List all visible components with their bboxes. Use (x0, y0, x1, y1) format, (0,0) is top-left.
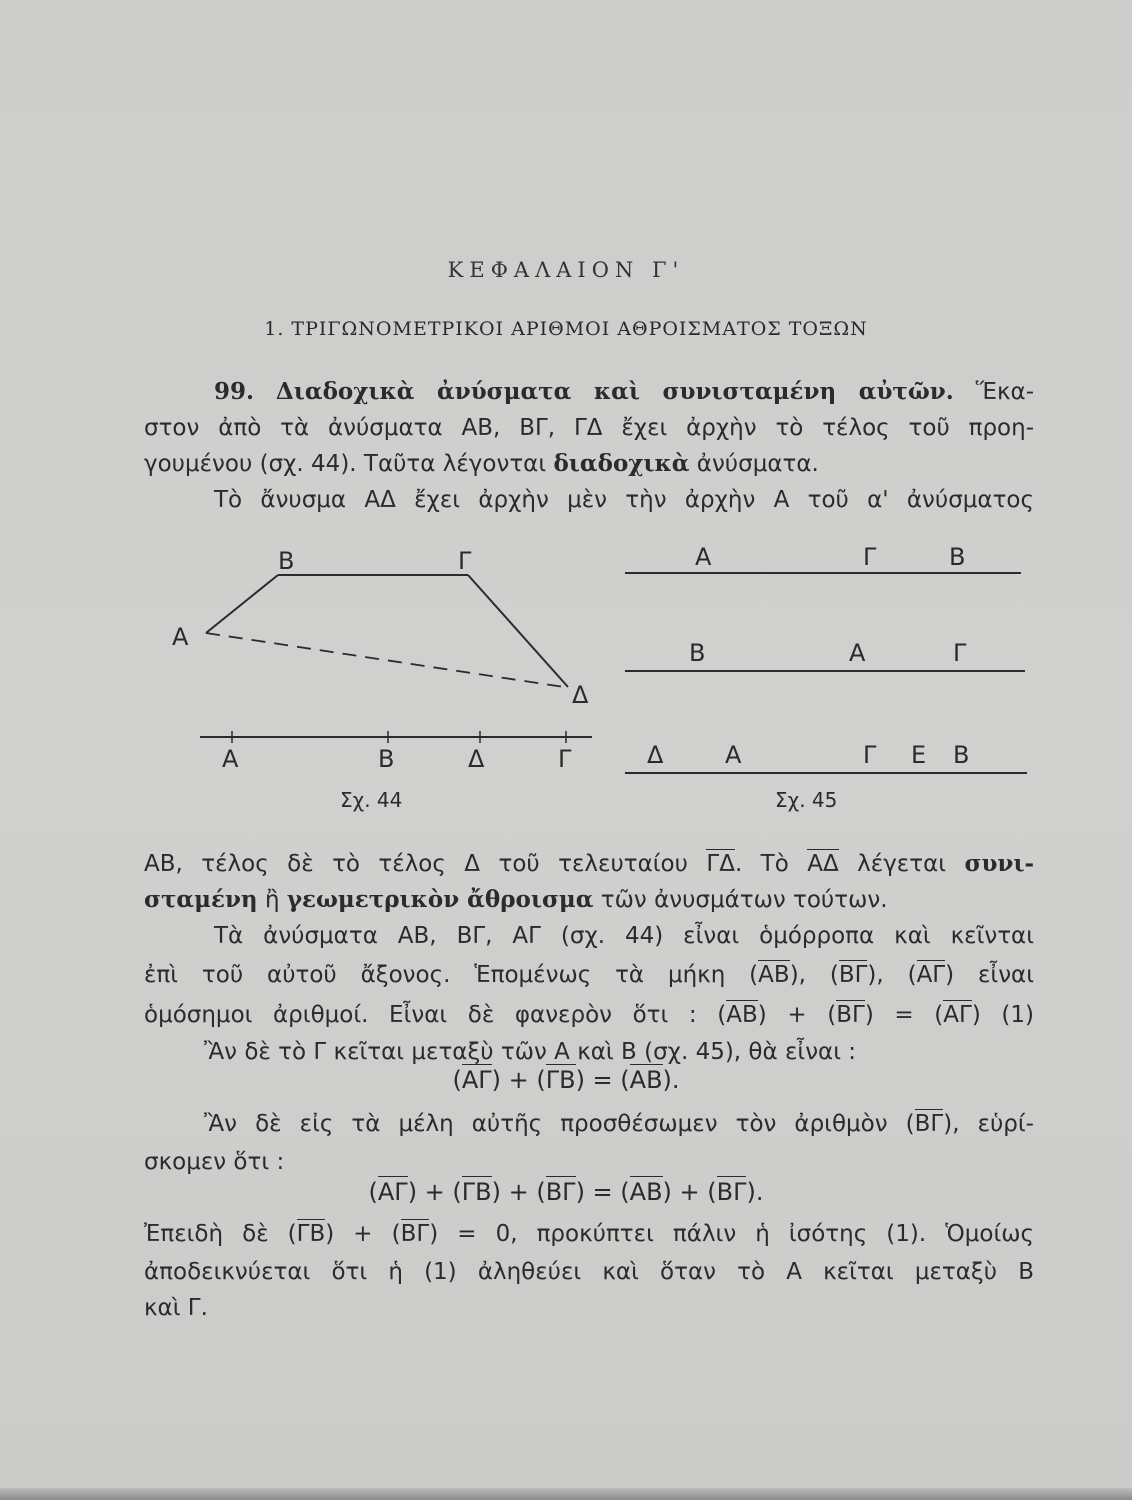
fig45-row1-label-a: Α (695, 543, 712, 571)
body-line-4-b: εἶναι (977, 962, 1034, 988)
vector-ad-dashed (206, 633, 564, 687)
body-line-2-b: τῶν ἀνυσμάτων τούτων. (600, 887, 888, 913)
body-paragraph (144, 846, 1034, 1070)
fig45-row3-label-g: Γ (863, 741, 877, 769)
eq2-ag: ΑΓ (461, 1066, 492, 1094)
body-line-7-a: Ἂν δὲ εἰς τὰ μέλη αὐτῆς προσθέσωμεν τὸν ἀριθμὸν (204, 1111, 888, 1137)
p99-line-2: στον ἀπὸ τὰ ἀνύσματα ΑΒ, ΒΓ, ΓΔ ἔχει ἀρχὴν τὸ τέλος τοῦ προη- (144, 415, 1034, 441)
body-line-1-b: . Τὸ (734, 851, 789, 877)
page-bottom-edge (0, 1488, 1132, 1500)
fig44-axis-label-g: Γ (558, 745, 572, 773)
fig45-row3-label-e: Ε (911, 741, 927, 769)
eq3-bg: ΒΓ (545, 1178, 576, 1206)
len-ag: ΑΓ (916, 962, 946, 988)
body-line-2-a: ἢ (264, 887, 280, 913)
body-line-8: σκομεν ὅτι : (144, 1149, 285, 1175)
equation-2: (ΑΓ) + (ΓΒ) = (ΑΒ). (452, 1066, 680, 1094)
body-line-9-a: Ἐπειδὴ δὲ (144, 1221, 269, 1247)
figure-44 (160, 535, 600, 820)
body-line-5 (144, 996, 1034, 1034)
len-bg-2: ΒΓ (914, 1111, 944, 1137)
len-ab: ΑΒ (758, 962, 790, 988)
body-line-4: ἐπὶ τοῦ αὐτοῦ ἄξονος. Ἑπομένως τὰ μήκη (ΑΒ), (ΒΓ), (ΑΓ) εἶναι (144, 962, 1034, 988)
body-line-5-a: ὁμόσημοι ἀριθμοί. Εἶναι δὲ φανερὸν ὅτι : (144, 1002, 697, 1028)
eq3-bg-2: ΒΓ (716, 1178, 747, 1206)
fig44-axis-label-a: Α (222, 745, 239, 773)
term-diadochika: διαδοχικὰ (553, 450, 690, 477)
fig44-label-a: Α (172, 623, 189, 651)
equation-3: (ΑΓ) + (ΓΒ) + (ΒΓ) = (ΑΒ) + (ΒΓ). (368, 1178, 764, 1206)
fig45-row3-label-b: Β (953, 741, 970, 769)
fig45-row3-label-a: Α (725, 741, 742, 769)
fig45-row3-label-d: Δ (647, 741, 664, 769)
fig44-label-d: Δ (572, 681, 589, 709)
body-line-9: Ἐπειδὴ δὲ (ΓΒ) + (ΒΓ) = 0, προκύπτει πάλιν ἡ ἰσότης (1). Ὁμοίως (144, 1221, 1034, 1247)
eq1-ab: ΑΒ (726, 1002, 758, 1028)
fig44-label-b: Β (278, 547, 295, 575)
paragraph-heading: Διαδοχικὰ ἀνύσματα καὶ συνισταμένη αὐτῶν. (275, 378, 954, 405)
p99-line-3-b: ἀνύσματα. (696, 451, 819, 477)
fig44-axis-label-b: Β (378, 745, 395, 773)
eq3-ag: ΑΓ (377, 1178, 408, 1206)
body-line-1-c: λέγεται (857, 851, 947, 877)
fig45-row1-label-g: Γ (863, 543, 877, 571)
body-line-3: Τὰ ἀνύσματα ΑΒ, ΒΓ, ΑΓ (σχ. 44) εἶναι ὁμόρροπα καὶ κεῖνται (214, 923, 1034, 949)
body-paragraph-3 (144, 1214, 1034, 1326)
eq3-gb: ΓΒ (461, 1178, 492, 1206)
paragraph-99 (144, 374, 1034, 518)
eq3-ab: ΑΒ (629, 1178, 663, 1206)
vector-ad-symbol: ΑΔ (807, 851, 839, 877)
body-line-1-a: ΑΒ, τέλος δὲ τὸ τέλος Δ τοῦ τελευταίου (144, 851, 688, 877)
p99-line-1-tail: Ἕκα- (975, 379, 1035, 405)
vector-gd-symbol: ΓΔ (706, 851, 735, 877)
term-synistamene-2: σταμένη (144, 886, 258, 913)
fig45-row2-label-a: Α (849, 639, 866, 667)
fig45-row2-label-g: Γ (953, 639, 967, 667)
chapter-heading: ΚΕΦΑΛΑΙΟΝ Γ' (447, 258, 685, 282)
p99-line-1 (144, 374, 1034, 410)
equation-1: (ΑΒ) + (ΒΓ) = (ΑΓ) (717, 1002, 981, 1028)
fig45-row1-label-b: Β (949, 543, 966, 571)
p99-line-3-a: γουμένου (σχ. 44). Ταῦτα λέγονται (144, 451, 547, 477)
vector-ab (206, 575, 278, 633)
p99-line-4: Τὸ ἄνυσμα ΑΔ ἔχει ἀρχὴν μὲν τὴν ἀρχὴν Α τοῦ α' ἀνύσματος (214, 487, 1034, 513)
fig44-caption: Σχ. 44 (340, 788, 403, 812)
section-title: 1. ΤΡΙΓΩΝΟΜΕΤΡΙΚΟΙ ΑΡΙΘΜΟΙ ΑΘΡΟΙΣΜΑΤΟΣ ΤΟΞΩΝ (264, 318, 868, 340)
equation-tag-1: (1) (1001, 1002, 1034, 1028)
figure-45 (615, 535, 1035, 820)
eq2-ab: ΑΒ (629, 1066, 663, 1094)
vector-gd (468, 575, 568, 687)
len-gb: ΓΒ (296, 1221, 326, 1247)
paragraph-number: 99. (214, 378, 255, 405)
body-line-6: Ἂν δὲ τὸ Γ κεῖται μεταξὺ τῶν Α καὶ Β (σχ. 45), θὰ εἶναι : (204, 1039, 857, 1065)
body-paragraph-2 (144, 1104, 1034, 1180)
term-geometric-sum: γεωμετρικὸν ἄθροισμα (286, 886, 594, 913)
eq2-gb: ΓΒ (545, 1066, 576, 1094)
len-bg: ΒΓ (838, 962, 868, 988)
eq1-bg: ΒΓ (836, 1002, 865, 1028)
body-line-9-b: = 0, προκύπτει πάλιν ἡ ἰσότης (1). Ὁμοίως (457, 1221, 1034, 1247)
fig45-row2-label-b: Β (689, 639, 706, 667)
fig44-label-g: Γ (458, 547, 472, 575)
p99-line-3 (144, 446, 1034, 482)
body-line-10: ἀποδεικνύεται ὅτι ἡ (1) ἀληθεύει καὶ ὅταν τὸ Α κεῖται μεταξὺ Β (144, 1259, 1034, 1285)
body-line-7-b: , εὑρί- (952, 1111, 1034, 1137)
body-line-4-a: ἐπὶ τοῦ αὐτοῦ ἄξονος. Ἑπομένως τὰ μήκη (144, 962, 726, 988)
fig44-axis-label-d: Δ (468, 745, 485, 773)
term-synistamene-1: συνι- (964, 850, 1035, 877)
body-line-2 (144, 882, 1034, 918)
body-line-7: Ἂν δὲ εἰς τὰ μέλη αὐτῆς προσθέσωμεν τὸν ἀριθμὸν (ΒΓ), εὑρί- (204, 1111, 1034, 1137)
body-line-1 (144, 846, 1034, 882)
fig45-caption: Σχ. 45 (775, 788, 838, 812)
eq1-ag: ΑΓ (943, 1002, 972, 1028)
len-bg-3: ΒΓ (400, 1221, 430, 1247)
body-line-11: καὶ Γ. (144, 1295, 208, 1321)
